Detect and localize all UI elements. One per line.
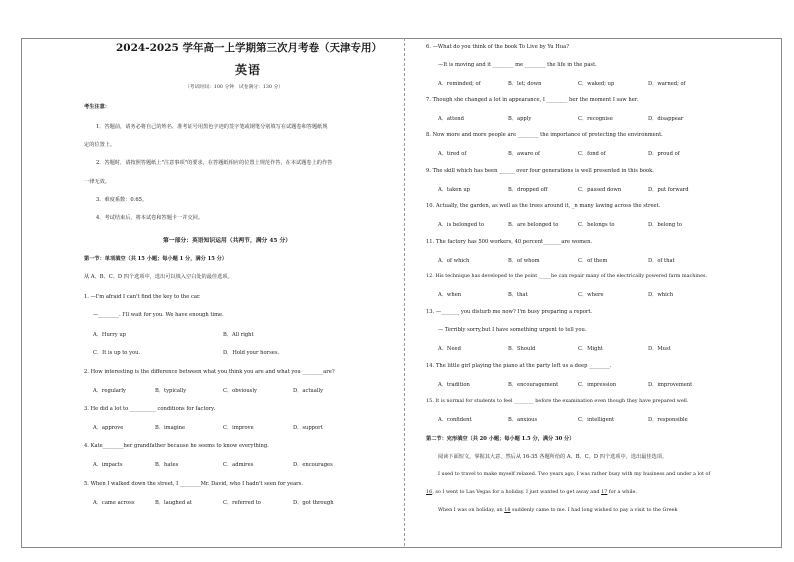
option: B．imagine xyxy=(155,425,186,431)
option: C．recognise xyxy=(578,116,613,122)
subject-title: 英语 xyxy=(235,63,262,77)
question-stem: 5. When I walked down the street, I ________Mr. David, who I hadn't seen for years. xyxy=(84,481,303,487)
option: C．of them xyxy=(578,258,608,264)
option: A．attend xyxy=(438,116,464,122)
blank-number: 17 xyxy=(601,489,608,495)
passage-text: for a while. xyxy=(608,489,637,495)
option: D．belong to xyxy=(648,222,683,228)
option: A．confident xyxy=(438,417,472,423)
section2-instruction: 阅读下面短文，掌握其大意，然后从 16-35 各题所给的 A、B、C、D 四个选项中，选出最佳选项。 xyxy=(438,454,668,460)
option: A．came across xyxy=(93,500,135,506)
option: B．encouragement xyxy=(508,382,559,388)
section1-instruction: 从 A、B、C、D 四个选项中，选出可以填入空白处的最佳选项。 xyxy=(84,274,233,280)
option: C．referred to xyxy=(223,500,261,506)
note-line: 定的位置上。 xyxy=(84,142,116,148)
column-divider xyxy=(404,38,405,546)
blank-number: 16 xyxy=(426,489,433,495)
exam-title: 2024-2025 学年高一上学期第三次月考卷（天津专用） xyxy=(116,42,382,54)
option: B．hates xyxy=(155,462,179,468)
option: B．apply xyxy=(508,116,532,122)
option: C．belongs to xyxy=(578,222,615,228)
option: B．All right xyxy=(223,332,254,338)
option: D．got through xyxy=(293,500,334,506)
passage-line xyxy=(426,489,637,495)
note-line: 4．考试结束后，将本试卷和答题卡一并交回。 xyxy=(96,215,204,221)
question-stem: —It is moving and it ________ me ________ the life in the past. xyxy=(438,62,597,68)
question-stem: — Terribly sorry,but I have something urgent to tell you. xyxy=(438,327,587,333)
option: C．admires xyxy=(223,462,254,468)
question-stem: 13. —_______ you disturb me now? I'm busy preparing a report. xyxy=(426,309,593,315)
note-line: 2．答题时，请按照答题纸上"注意事项"的要求，在答题纸相应的位置上规范作答，在本试题卷上的作答 xyxy=(96,160,333,166)
option: A．approve xyxy=(93,425,124,431)
section2-heading: 第二节：完形填空（共 20 小题；每小题 1.5 分，满分 30 分） xyxy=(426,436,575,442)
option: A．reminded; of xyxy=(438,81,481,87)
exam-info: （考试时间：100 分钟 试卷满分：130 分） xyxy=(185,85,284,90)
option: A．of which xyxy=(438,258,470,264)
option: B．aware of xyxy=(508,151,540,157)
question-stem: 7. Though she changed a lot in appearance, I ________ her the moment I saw her. xyxy=(426,97,639,103)
option: B．Should xyxy=(508,346,536,352)
option: A．Hurry up xyxy=(93,332,126,338)
question-stem: 6. —What do you think of the book To Live by Yu Hua? xyxy=(426,44,570,50)
option: A．is belonged to xyxy=(438,222,484,228)
option: C．Might xyxy=(578,346,603,352)
option: C．fond of xyxy=(578,151,606,157)
passage-text: When I was on holiday, an xyxy=(438,507,503,513)
option: D．encourages xyxy=(293,462,333,468)
option: C．where xyxy=(578,292,604,298)
question-stem: 2. How interesting is the difference between what you think you are and what you ________are? xyxy=(84,369,335,375)
option: A．Need xyxy=(438,346,461,352)
option: B．of whom xyxy=(508,258,540,264)
note-line: 一律无效。 xyxy=(84,179,110,185)
option: C．It is up to you. xyxy=(93,350,141,356)
option: D．which xyxy=(648,292,674,298)
question-stem: 4. Kate________her grandfather because he seems to know everything. xyxy=(84,443,269,449)
option: C．intelligent xyxy=(578,417,615,423)
option: A．when xyxy=(438,292,462,298)
question-stem: 11. The factory has 500 workers, 40 percent_______are women. xyxy=(426,239,593,245)
option: A．tradition xyxy=(438,382,470,388)
question-stem: 3. He did a lot to __________ conditions for factory. xyxy=(84,406,216,412)
option: D．put forward xyxy=(648,187,689,193)
option: C．improve xyxy=(223,425,254,431)
question-stem: 15. It is normal for students to feel ________ before the examination even though they have prepared well. xyxy=(426,398,689,404)
option: B．let; down xyxy=(508,81,542,87)
section1-heading: 第一节：单项填空（共 15 小题；每小题 1 分，满分 15 分） xyxy=(84,256,228,262)
option: D．of that xyxy=(648,258,675,264)
option: C．obviously xyxy=(223,388,257,394)
passage-text: , so I went to Las Vegas for a holiday. I just wanted to get away and xyxy=(432,489,600,495)
option: D．actually xyxy=(293,388,324,394)
option: A．regularly xyxy=(93,388,126,394)
option: B．dropped off xyxy=(508,187,548,193)
part1-heading: 第一部分：英语知识运用（共两节，满分 45 分） xyxy=(163,238,292,244)
option: C．waked; up xyxy=(578,81,615,87)
option: B．typically xyxy=(155,388,187,394)
option: D．Hold your horses. xyxy=(223,350,280,356)
blank-number: 18 xyxy=(504,507,511,513)
option: A．taken up xyxy=(438,187,470,193)
option: B．are belonged to xyxy=(508,222,559,228)
passage-line: I used to travel to make myself relaxed. Two years ago, I was rather busy with my business and under a lot of xyxy=(438,471,711,477)
option: D．responsible xyxy=(648,417,688,423)
question-stem: —________. I'll wait for you. We have enough time. xyxy=(93,312,224,318)
question-stem: 14. The little girl playing the piano at the party left us a deep ________. xyxy=(426,363,612,369)
note-line: 1．答题前，请务必将自己的姓名、准考证号用黑色字迹的签字笔或钢笔分别填写在试题卷和答题纸规 xyxy=(96,124,328,130)
question-stem: 12. His technique has developed to the point _____he can repair many of the electrically powered farm machines. xyxy=(426,273,708,279)
option: D．proud of xyxy=(648,151,680,157)
question-stem: 9. The skill which has been ______ over four generations is well presented in this book. xyxy=(426,168,654,174)
option: D．disappear xyxy=(648,116,684,122)
option: D．improvement xyxy=(648,382,693,388)
option: A．impacts xyxy=(93,462,123,468)
option: A．tired of xyxy=(438,151,467,157)
passage-line xyxy=(438,507,678,513)
option: B．that xyxy=(508,292,528,298)
option: C．impression xyxy=(578,382,617,388)
option: B．anxious xyxy=(508,417,538,423)
option: D．warned; of xyxy=(648,81,686,87)
question-stem: 8. Now more and more people are ________ the importance of protecting the environment. xyxy=(426,132,663,138)
question-stem: 10. Actually, the garden, as well as the trees around it, _n many lawing across the street. xyxy=(426,203,661,209)
option: D．Must xyxy=(648,346,671,352)
question-stem: 1. —I'm afraid I can't find the key to the car. xyxy=(84,294,201,300)
notes-heading: 考生注意： xyxy=(84,104,110,110)
option: B．laughed at xyxy=(155,500,192,506)
passage-text: suddenly came to me. I had long wished to pay a visit to the Greek xyxy=(512,507,678,513)
note-line: 3．难度系数：0.65。 xyxy=(96,197,148,203)
option: C．passed down xyxy=(578,187,622,193)
option: D．support xyxy=(293,425,323,431)
